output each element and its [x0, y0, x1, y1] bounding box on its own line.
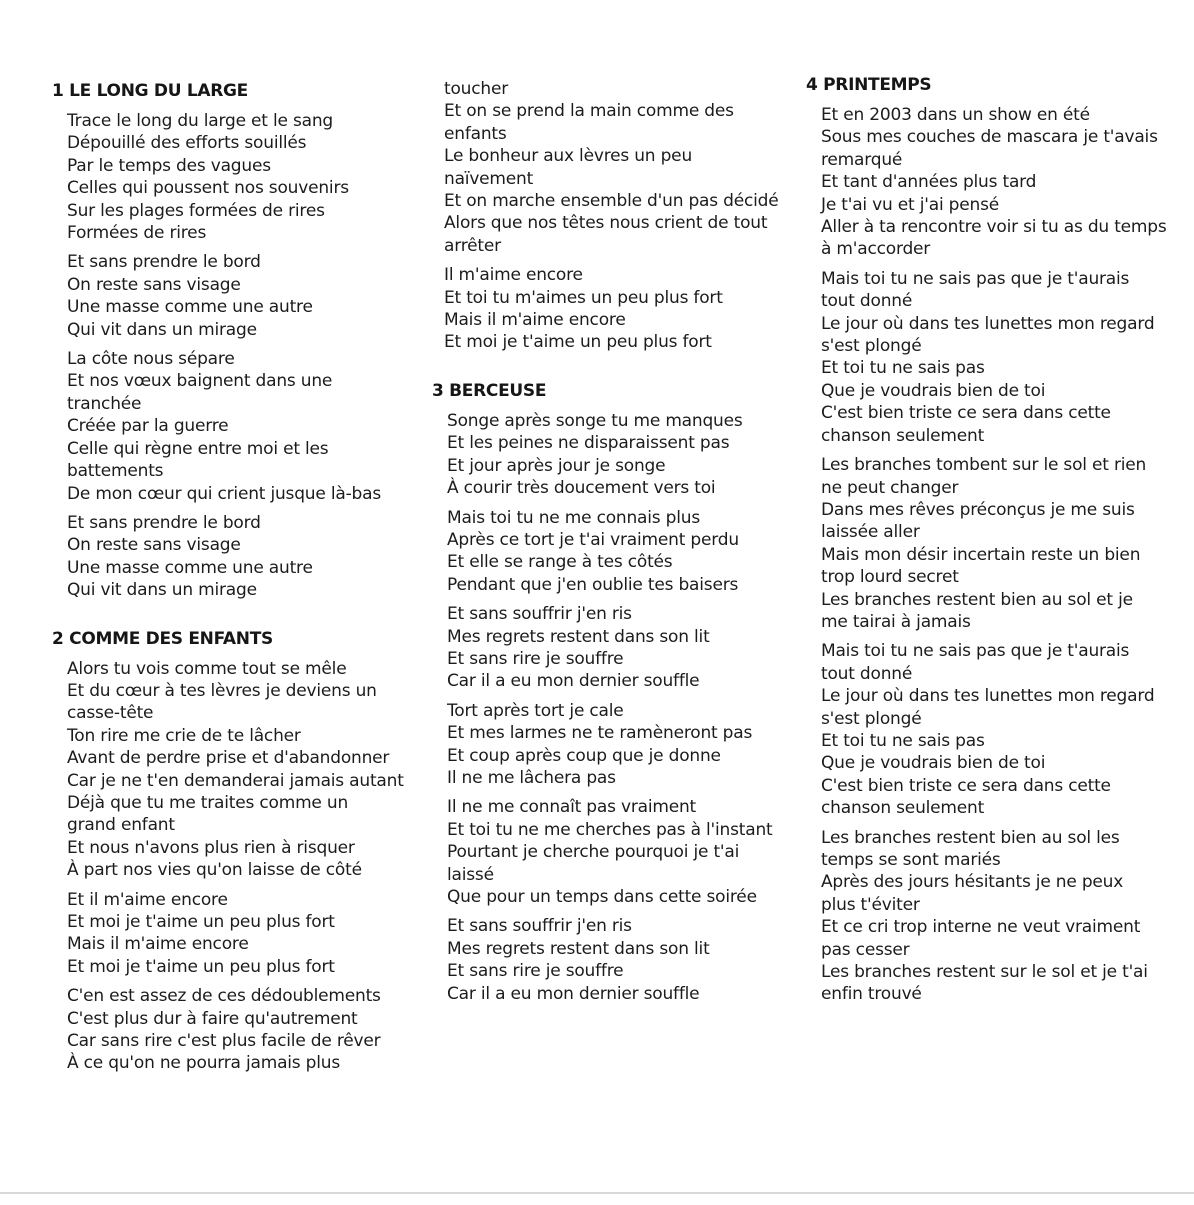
lyric-line: tranchée — [67, 393, 142, 414]
lyric-line: Après ce tort je t'ai vraiment perdu — [447, 529, 739, 550]
lyric-line: Mais il m'aime encore — [67, 934, 249, 955]
lyric-line: Et sans prendre le bord — [67, 252, 261, 273]
lyric-line: Formées de rires — [67, 223, 207, 244]
lyric-line: Alors tu vois comme tout se mêle — [67, 658, 347, 679]
stanza — [67, 251, 412, 341]
stanza — [447, 700, 792, 790]
lyric-line: Alors que nos têtes nous crient de tout — [444, 213, 768, 234]
lyric-line: ne peut changer — [821, 477, 959, 498]
lyric-line: C'est bien triste ce sera dans cette — [821, 403, 1111, 424]
song-title: 1 LE LONG DU LARGE — [52, 81, 248, 101]
stanza — [821, 454, 1176, 633]
lyric-line: Il ne me lâchera pas — [447, 767, 616, 788]
lyric-line: Mais il m'aime encore — [444, 310, 626, 331]
stanza — [821, 640, 1176, 819]
lyric-line: plus t'éviter — [821, 894, 920, 915]
lyric-line: Et coup après coup que je donne — [447, 745, 721, 766]
lyric-line: Une masse comme une autre — [67, 297, 313, 318]
lyric-line: Mais mon désir incertain reste un bien — [821, 544, 1141, 565]
lyric-line: Pendant que j'en oublie tes baisers — [447, 574, 739, 595]
lyric-line: chanson seulement — [821, 425, 985, 446]
stanza — [447, 915, 792, 1005]
lyric-line: On reste sans visage — [67, 535, 241, 556]
lyric-line: enfin trouvé — [821, 984, 922, 1005]
lyric-line: Qui vit dans un mirage — [67, 319, 257, 340]
lyric-line: Et les peines ne disparaissent pas — [447, 433, 730, 454]
lyric-line: Et sans rire je souffre — [447, 961, 624, 982]
song-lyrics — [52, 110, 412, 602]
song-lyrics — [52, 658, 412, 1075]
lyric-line: laissé — [447, 864, 494, 885]
lyric-line: Et toi tu ne me cherches pas à l'instant — [447, 819, 773, 840]
lyric-line: Déjà que tu me traites comme un — [67, 792, 349, 813]
lyric-line: Et elle se range à tes côtés — [447, 552, 673, 573]
lyric-line: Qui vit dans un mirage — [67, 580, 257, 601]
lyric-line: Tort après tort je cale — [447, 700, 624, 721]
lyric-line: chanson seulement — [821, 798, 985, 819]
lyric-line: Par le temps des vagues — [67, 155, 271, 176]
lyric-line: à m'accorder — [821, 239, 931, 260]
lyric-line: Les branches restent bien au sol les — [821, 827, 1120, 848]
lyric-line: Et sans souffrir j'en ris — [447, 604, 632, 625]
stanza — [821, 827, 1176, 1006]
lyric-line: Car il a eu mon dernier souffle — [447, 671, 700, 692]
lyric-line: Celles qui poussent nos souvenirs — [67, 178, 349, 199]
lyric-line: Et toi tu ne sais pas — [821, 730, 985, 751]
lyric-line: Après des jours hésitants je ne peux — [821, 872, 1124, 893]
song-comme-des-enfants — [52, 628, 412, 1075]
lyric-line: Trace le long du large et le sang — [67, 111, 333, 131]
lyric-line: Et tant d'années plus tard — [821, 172, 1037, 193]
lyric-line: Les branches tombent sur le sol et rien — [821, 455, 1147, 476]
lyric-line: À part nos vies qu'on laisse de côté — [67, 860, 362, 881]
lyric-line: s'est plongé — [821, 336, 922, 357]
stanza — [447, 507, 792, 597]
lyric-line: De mon cœur qui crient jusque là-bas — [67, 483, 381, 504]
song-lyrics — [432, 410, 792, 1005]
lyric-line: Que pour un temps dans cette soirée — [447, 887, 757, 907]
lyric-line: Et nos vœux baignent dans une — [67, 371, 333, 392]
lyric-line: À ce qu'on ne pourra jamais plus — [67, 1053, 341, 1074]
stanza — [67, 512, 412, 602]
lyric-line: Mes regrets restent dans son lit — [447, 626, 710, 647]
lyric-line: Et jour après jour je songe — [447, 455, 666, 476]
lyric-line: casse-tête — [67, 703, 154, 724]
lyric-line: Le jour où dans tes lunettes mon regard — [821, 313, 1155, 334]
lyric-line: battements — [67, 461, 164, 482]
song-title: 2 COMME DES ENFANTS — [52, 628, 273, 649]
lyric-line: s'est plongé — [821, 708, 922, 729]
lyric-line: On reste sans visage — [67, 274, 241, 295]
lyric-line: Les branches restent sur le sol et je t'ai — [821, 962, 1148, 983]
lyric-line: Ton rire me crie de te lâcher — [67, 725, 301, 746]
lyric-line: Car je ne t'en demanderai jamais autant — [67, 770, 404, 791]
lyric-line: Une masse comme une autre — [67, 557, 313, 578]
lyric-line: Il ne me connaît pas vraiment — [447, 797, 697, 818]
stanza — [67, 985, 412, 1075]
stanza — [444, 264, 792, 354]
lyric-line: tout donné — [821, 291, 913, 312]
song-lyrics — [432, 78, 792, 354]
lyric-line: Que je voudrais bien de toi — [821, 753, 1046, 774]
song-comme-des-enfants-continued — [432, 78, 792, 354]
lyric-line: À courir très doucement vers toi — [447, 478, 716, 499]
lyric-line: Mais toi tu ne sais pas que je t'aurais — [821, 641, 1130, 662]
lyric-line: arrêter — [444, 235, 501, 256]
stanza — [447, 796, 792, 908]
stanza — [821, 104, 1176, 261]
lyric-line: Mais toi tu ne me connais plus — [447, 507, 701, 528]
song-title: 3 BERCEUSE — [432, 380, 547, 401]
stanza — [444, 78, 792, 257]
lyric-line: Et moi je t'aime un peu plus fort — [67, 912, 335, 932]
lyric-line: Je t'ai vu et j'ai pensé — [821, 194, 1000, 215]
lyric-line: Le jour où dans tes lunettes mon regard — [821, 686, 1155, 707]
stanza — [67, 658, 412, 882]
lyric-line: grand enfant — [67, 815, 175, 836]
stanza — [821, 268, 1176, 447]
song-title: 4 PRINTEMPS — [806, 75, 932, 95]
stanza — [67, 348, 412, 505]
column-left — [52, 80, 412, 1101]
lyric-line: trop lourd secret — [821, 567, 959, 588]
lyric-line: temps se sont mariés — [821, 850, 1001, 870]
lyric-line: Et il m'aime encore — [67, 889, 228, 910]
lyric-line: Et toi tu m'aimes un peu plus fort — [444, 287, 723, 308]
lyric-line: Et on se prend la main comme des — [444, 101, 734, 122]
lyric-line: Et moi je t'aime un peu plus fort — [67, 956, 335, 977]
lyric-line: Et ce cri trop interne ne veut vraiment — [821, 917, 1141, 938]
lyric-line: Et mes larmes ne te ramèneront pas — [447, 723, 753, 744]
lyric-line: pas cesser — [821, 939, 910, 960]
page-edge-divider — [0, 1192, 1194, 1194]
lyric-line: Et nous n'avons plus rien à risquer — [67, 837, 355, 858]
lyric-line: Pourtant je cherche pourquoi je t'ai — [447, 842, 740, 863]
lyric-line: Que je voudrais bien de toi — [821, 380, 1046, 401]
lyric-line: Et toi tu ne sais pas — [821, 358, 985, 379]
lyric-line: Songe après songe tu me manques — [447, 410, 743, 431]
lyric-line: La côte nous sépare — [67, 349, 235, 370]
lyric-line: tout donné — [821, 663, 913, 684]
lyric-line: Dépouillé des efforts souillés — [67, 133, 307, 154]
lyric-line: Dans mes rêves préconçus je me suis — [821, 499, 1135, 520]
song-berceuse — [432, 380, 792, 1005]
lyric-line: Avant de perdre prise et d'abandonner — [67, 748, 390, 769]
lyric-line: C'en est assez de ces dédoublements — [67, 986, 381, 1007]
song-le-long-du-large — [52, 80, 412, 602]
lyric-line: Mes regrets restent dans son lit — [447, 938, 710, 959]
lyric-line: Et moi je t'aime un peu plus fort — [444, 332, 712, 353]
lyric-line: Sous mes couches de mascara je t'avais — [821, 127, 1158, 148]
lyric-line: Créée par la guerre — [67, 416, 229, 437]
lyric-line: Aller à ta rencontre voir si tu as du temps — [821, 217, 1167, 238]
lyric-line: laissée aller — [821, 522, 920, 543]
column-right — [806, 74, 1176, 1032]
lyric-line: Et on marche ensemble d'un pas décidé — [444, 191, 779, 212]
lyric-line: Et sans rire je souffre — [447, 648, 624, 669]
stanza — [447, 603, 792, 693]
lyric-line: Les branches restent bien au sol et je — [821, 589, 1133, 610]
lyric-line: Et sans souffrir j'en ris — [447, 916, 632, 937]
lyric-line: Le bonheur aux lèvres un peu — [444, 146, 693, 167]
lyric-line: C'est bien triste ce sera dans cette — [821, 775, 1111, 796]
stanza — [67, 110, 412, 244]
lyric-line: Celle qui règne entre moi et les — [67, 438, 329, 459]
lyric-line: Sur les plages formées de rires — [67, 200, 325, 221]
column-middle — [432, 78, 792, 1031]
lyric-line: C'est plus dur à faire qu'autrement — [67, 1008, 358, 1029]
lyric-line: Car il a eu mon dernier souffle — [447, 983, 700, 1004]
lyric-line: Il m'aime encore — [444, 265, 583, 286]
lyric-line: Et en 2003 dans un show en été — [821, 105, 1090, 125]
lyric-line: me tairai à jamais — [821, 611, 971, 632]
stanza — [447, 410, 792, 500]
lyric-line: toucher — [444, 79, 509, 99]
song-printemps — [806, 74, 1176, 1006]
lyric-line: Mais toi tu ne sais pas que je t'aurais — [821, 268, 1130, 289]
stanza — [67, 889, 412, 979]
lyric-line: enfants — [444, 123, 507, 144]
lyric-line: Et du cœur à tes lèvres je deviens un — [67, 680, 377, 701]
lyric-line: Et sans prendre le bord — [67, 512, 261, 533]
lyric-line: Car sans rire c'est plus facile de rêver — [67, 1031, 381, 1052]
song-lyrics — [806, 104, 1176, 1006]
lyric-line: remarqué — [821, 149, 903, 170]
lyric-line: naïvement — [444, 168, 534, 189]
